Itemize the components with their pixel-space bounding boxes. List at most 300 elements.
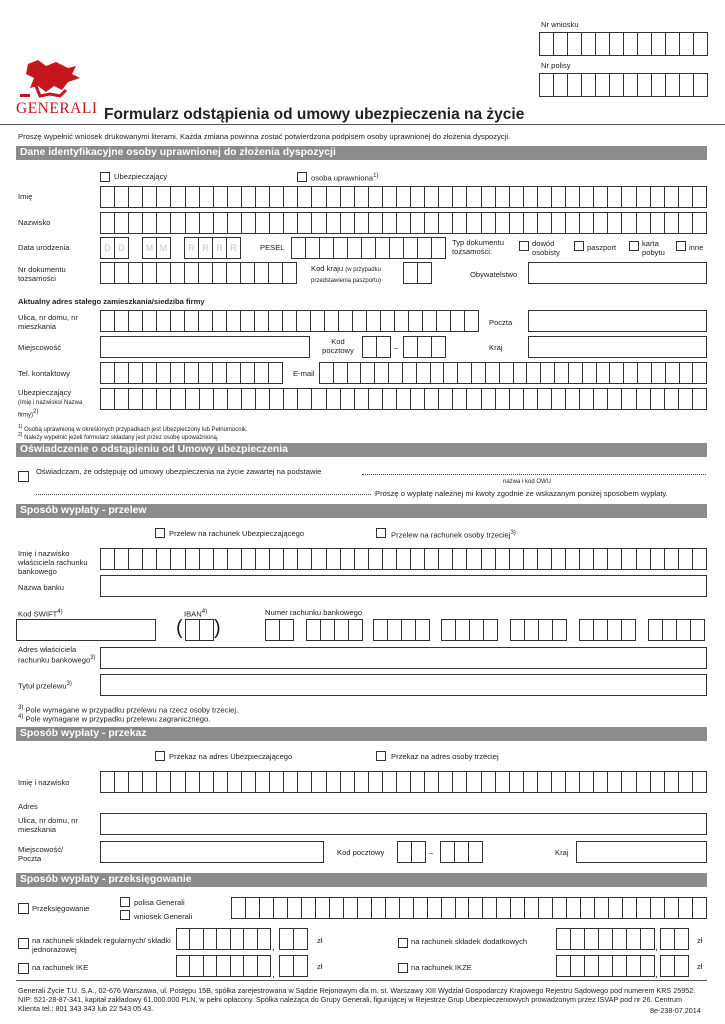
char-cell[interactable]: [244, 929, 257, 949]
char-cell[interactable]: [467, 213, 481, 233]
char-cell[interactable]: [451, 311, 465, 331]
char-cell[interactable]: [298, 772, 312, 792]
char-cell[interactable]: [469, 898, 483, 918]
przekaz-trzeciej-checkbox[interactable]: [376, 751, 386, 761]
char-cell[interactable]: [320, 238, 334, 258]
char-cell[interactable]: [622, 772, 636, 792]
char-cell[interactable]: [411, 389, 425, 409]
char-cell[interactable]: [665, 213, 679, 233]
char-cell[interactable]: [101, 187, 115, 207]
char-cell[interactable]: [679, 772, 693, 792]
char-cell[interactable]: [348, 238, 362, 258]
char-cell[interactable]: [622, 620, 636, 640]
char-cell[interactable]: [312, 549, 326, 569]
char-cell[interactable]: [622, 187, 636, 207]
char-cell[interactable]: [411, 772, 425, 792]
przeksiegowanie-checkbox[interactable]: [18, 903, 29, 914]
char-cell[interactable]: [582, 74, 596, 96]
char-cell[interactable]: [369, 389, 383, 409]
char-cell[interactable]: [525, 620, 539, 640]
char-cell[interactable]: [383, 549, 397, 569]
char-cell[interactable]: [467, 772, 481, 792]
nrb-g2[interactable]: [306, 619, 363, 641]
char-cell[interactable]: [581, 898, 595, 918]
char-cell[interactable]: [594, 389, 608, 409]
char-cell[interactable]: [610, 74, 624, 96]
char-cell[interactable]: [369, 549, 383, 569]
przekaz-kod-a[interactable]: [397, 841, 426, 863]
char-cell[interactable]: [439, 549, 453, 569]
nr-wniosku-field[interactable]: [539, 32, 708, 56]
char-cell[interactable]: [283, 311, 297, 331]
char-cell[interactable]: [599, 956, 613, 976]
char-cell[interactable]: [404, 263, 418, 283]
char-cell[interactable]: [344, 898, 358, 918]
oswiadczenie-checkbox[interactable]: [18, 471, 29, 482]
char-cell[interactable]: [594, 187, 608, 207]
char-cell[interactable]: [143, 389, 157, 409]
char-cell[interactable]: [514, 363, 528, 383]
char-cell[interactable]: [199, 363, 213, 383]
date-year[interactable]: R R R R: [184, 237, 241, 259]
char-cell[interactable]: [569, 363, 583, 383]
char-cell[interactable]: [482, 549, 496, 569]
date-month[interactable]: M M: [142, 237, 171, 259]
char-cell[interactable]: [214, 549, 228, 569]
przelew-trzeciej-checkbox[interactable]: [376, 528, 386, 538]
przelew-ubezp-checkbox[interactable]: [155, 528, 165, 538]
char-cell[interactable]: [284, 187, 298, 207]
char-cell[interactable]: [665, 898, 679, 918]
char-cell[interactable]: [270, 772, 284, 792]
char-cell[interactable]: [482, 213, 496, 233]
char-cell[interactable]: [496, 213, 510, 233]
char-cell[interactable]: [200, 213, 214, 233]
dodatkowych-gr[interactable]: [660, 928, 689, 950]
char-cell[interactable]: [693, 213, 707, 233]
char-cell[interactable]: [418, 263, 432, 283]
dodatkowych-checkbox[interactable]: [398, 938, 408, 948]
char-cell[interactable]: [327, 549, 341, 569]
char-cell[interactable]: [482, 389, 496, 409]
char-cell[interactable]: [608, 549, 622, 569]
char-cell[interactable]: [362, 238, 376, 258]
char-cell[interactable]: [425, 389, 439, 409]
char-cell[interactable]: [500, 363, 514, 383]
pesel-field[interactable]: [291, 237, 446, 259]
nazwisko-field[interactable]: [100, 212, 707, 234]
char-cell[interactable]: [540, 33, 554, 55]
char-cell[interactable]: [622, 213, 636, 233]
char-cell[interactable]: [557, 929, 571, 949]
char-cell[interactable]: [143, 363, 157, 383]
char-cell[interactable]: [663, 620, 677, 640]
nrb-g5[interactable]: [510, 619, 567, 641]
char-cell[interactable]: [580, 549, 594, 569]
char-cell[interactable]: [217, 929, 230, 949]
char-cell[interactable]: [101, 311, 115, 331]
char-cell[interactable]: [341, 549, 355, 569]
char-cell[interactable]: [284, 213, 298, 233]
nrb-g3[interactable]: [373, 619, 430, 641]
ikze-gr[interactable]: [660, 955, 689, 977]
char-cell[interactable]: [349, 620, 363, 640]
char-cell[interactable]: [258, 929, 271, 949]
char-cell[interactable]: [129, 311, 143, 331]
char-cell[interactable]: [613, 929, 627, 949]
char-cell[interactable]: [666, 363, 680, 383]
char-cell[interactable]: [580, 213, 594, 233]
char-cell[interactable]: [157, 311, 171, 331]
char-cell[interactable]: [241, 311, 255, 331]
char-cell[interactable]: [258, 956, 271, 976]
char-cell[interactable]: [580, 772, 594, 792]
char-cell[interactable]: [456, 898, 470, 918]
char-cell[interactable]: [555, 363, 569, 383]
char-cell[interactable]: [679, 389, 693, 409]
przekaz-kod-b[interactable]: [440, 841, 483, 863]
char-cell[interactable]: [553, 620, 567, 640]
char-cell[interactable]: [538, 389, 552, 409]
ikze-checkbox[interactable]: [398, 963, 408, 973]
char-cell[interactable]: [177, 929, 190, 949]
dodatkowych-amount[interactable]: [556, 928, 655, 950]
kraj-field[interactable]: [528, 336, 707, 358]
char-cell[interactable]: [397, 389, 411, 409]
przekaz-imie-field[interactable]: [100, 771, 707, 793]
char-cell[interactable]: [186, 549, 200, 569]
char-cell[interactable]: [465, 311, 479, 331]
char-cell[interactable]: [571, 929, 585, 949]
char-cell[interactable]: [638, 363, 652, 383]
char-cell[interactable]: [627, 956, 641, 976]
char-cell[interactable]: [442, 898, 456, 918]
char-cell[interactable]: [199, 311, 213, 331]
char-cell[interactable]: [244, 956, 257, 976]
char-cell[interactable]: [190, 929, 203, 949]
char-cell[interactable]: [341, 389, 355, 409]
char-cell[interactable]: [651, 389, 665, 409]
char-cell[interactable]: [456, 620, 470, 640]
char-cell[interactable]: [294, 956, 308, 976]
char-cell[interactable]: [637, 187, 651, 207]
char-cell[interactable]: [691, 620, 705, 640]
char-cell[interactable]: [482, 187, 496, 207]
char-cell[interactable]: [375, 363, 389, 383]
char-cell[interactable]: [101, 389, 115, 409]
poczta-field[interactable]: [528, 310, 707, 332]
char-cell[interactable]: [241, 263, 255, 283]
char-cell[interactable]: [453, 772, 467, 792]
char-cell[interactable]: [199, 263, 213, 283]
char-cell[interactable]: [200, 549, 214, 569]
char-cell[interactable]: [269, 311, 283, 331]
char-cell[interactable]: [679, 187, 693, 207]
char-cell[interactable]: [539, 620, 553, 640]
char-cell[interactable]: [425, 772, 439, 792]
char-cell[interactable]: [334, 363, 348, 383]
char-cell[interactable]: [367, 311, 381, 331]
char-cell[interactable]: [566, 549, 580, 569]
char-cell[interactable]: [637, 213, 651, 233]
char-cell[interactable]: [439, 389, 453, 409]
char-cell[interactable]: [217, 956, 230, 976]
char-cell[interactable]: [665, 389, 679, 409]
char-cell[interactable]: [469, 842, 483, 862]
char-cell[interactable]: [641, 929, 655, 949]
ulica-field[interactable]: [100, 310, 479, 332]
polisa-checkbox[interactable]: [120, 897, 130, 907]
char-cell[interactable]: [585, 956, 599, 976]
char-cell[interactable]: [580, 620, 594, 640]
char-cell[interactable]: [143, 213, 157, 233]
char-cell[interactable]: [171, 549, 185, 569]
char-cell[interactable]: [242, 187, 256, 207]
char-cell[interactable]: [431, 363, 445, 383]
char-cell[interactable]: [622, 389, 636, 409]
char-cell[interactable]: [297, 311, 311, 331]
char-cell[interactable]: [679, 549, 693, 569]
char-cell[interactable]: [652, 363, 666, 383]
char-cell[interactable]: [568, 74, 582, 96]
kod-pocztowy-a[interactable]: [362, 336, 391, 358]
char-cell[interactable]: [200, 389, 214, 409]
char-cell[interactable]: [213, 363, 227, 383]
char-cell[interactable]: [651, 898, 665, 918]
char-cell[interactable]: [467, 389, 481, 409]
char-cell[interactable]: [524, 549, 538, 569]
char-cell[interactable]: [101, 213, 115, 233]
char-cell[interactable]: [320, 363, 334, 383]
char-cell[interactable]: [101, 549, 115, 569]
nrb-g6[interactable]: [579, 619, 636, 641]
ubezpieczajacy-checkbox[interactable]: [100, 172, 110, 182]
char-cell[interactable]: [327, 213, 341, 233]
char-cell[interactable]: [623, 898, 637, 918]
char-cell[interactable]: [453, 549, 467, 569]
nrb-g7[interactable]: [648, 619, 705, 641]
char-cell[interactable]: [115, 213, 129, 233]
char-cell[interactable]: [417, 363, 431, 383]
char-cell[interactable]: [171, 263, 185, 283]
char-cell[interactable]: [398, 842, 412, 862]
char-cell[interactable]: [467, 549, 481, 569]
char-cell[interactable]: [171, 311, 185, 331]
tel-field[interactable]: [100, 362, 283, 384]
char-cell[interactable]: [693, 898, 707, 918]
char-cell[interactable]: [524, 772, 538, 792]
char-cell[interactable]: [585, 929, 599, 949]
char-cell[interactable]: [115, 363, 129, 383]
char-cell[interactable]: [510, 389, 524, 409]
char-cell[interactable]: [200, 772, 214, 792]
ubezp-field[interactable]: [100, 388, 707, 410]
char-cell[interactable]: [622, 549, 636, 569]
char-cell[interactable]: [143, 772, 157, 792]
char-cell[interactable]: [403, 363, 417, 383]
char-cell[interactable]: [270, 389, 284, 409]
char-cell[interactable]: [411, 187, 425, 207]
char-cell[interactable]: [143, 187, 157, 207]
char-cell[interactable]: [524, 187, 538, 207]
char-cell[interactable]: [693, 187, 707, 207]
char-cell[interactable]: [186, 620, 200, 640]
char-cell[interactable]: [381, 311, 395, 331]
osoba-uprawniona-checkbox[interactable]: [297, 172, 307, 182]
char-cell[interactable]: [157, 549, 171, 569]
char-cell[interactable]: [389, 363, 403, 383]
char-cell[interactable]: [594, 549, 608, 569]
char-cell[interactable]: [383, 187, 397, 207]
char-cell[interactable]: [231, 956, 244, 976]
char-cell[interactable]: [200, 187, 214, 207]
char-cell[interactable]: [204, 929, 217, 949]
char-cell[interactable]: [677, 620, 691, 640]
date-day[interactable]: D D: [100, 237, 129, 259]
char-cell[interactable]: [599, 929, 613, 949]
swift-field[interactable]: [16, 619, 156, 641]
kod-kraju-field[interactable]: [403, 262, 432, 284]
char-cell[interactable]: [496, 389, 510, 409]
char-cell[interactable]: [541, 363, 555, 383]
char-cell[interactable]: [596, 74, 610, 96]
char-cell[interactable]: [568, 33, 582, 55]
char-cell[interactable]: [115, 772, 129, 792]
char-cell[interactable]: [425, 187, 439, 207]
char-cell[interactable]: [423, 311, 437, 331]
char-cell[interactable]: [482, 772, 496, 792]
char-cell[interactable]: [185, 263, 199, 283]
char-cell[interactable]: [411, 213, 425, 233]
char-cell[interactable]: [390, 238, 404, 258]
char-cell[interactable]: [511, 898, 525, 918]
char-cell[interactable]: [270, 187, 284, 207]
char-cell[interactable]: [624, 363, 638, 383]
char-cell[interactable]: [411, 549, 425, 569]
char-cell[interactable]: [637, 772, 651, 792]
ikze-amount[interactable]: [556, 955, 655, 977]
char-cell[interactable]: [538, 549, 552, 569]
char-cell[interactable]: [143, 311, 157, 331]
char-cell[interactable]: [609, 898, 623, 918]
char-cell[interactable]: [552, 549, 566, 569]
char-cell[interactable]: [115, 389, 129, 409]
char-cell[interactable]: [101, 363, 115, 383]
char-cell[interactable]: [538, 213, 552, 233]
char-cell[interactable]: [312, 187, 326, 207]
char-cell[interactable]: [571, 956, 585, 976]
char-cell[interactable]: [330, 898, 344, 918]
char-cell[interactable]: [383, 213, 397, 233]
char-cell[interactable]: [597, 363, 611, 383]
char-cell[interactable]: [101, 772, 115, 792]
char-cell[interactable]: [227, 311, 241, 331]
char-cell[interactable]: [129, 187, 143, 207]
char-cell[interactable]: [255, 263, 269, 283]
char-cell[interactable]: [566, 772, 580, 792]
char-cell[interactable]: [596, 33, 610, 55]
char-cell[interactable]: [414, 898, 428, 918]
char-cell[interactable]: [624, 74, 638, 96]
dowod-checkbox[interactable]: [519, 241, 529, 251]
char-cell[interactable]: [177, 956, 190, 976]
char-cell[interactable]: [227, 363, 241, 383]
char-cell[interactable]: [255, 311, 269, 331]
char-cell[interactable]: [580, 187, 594, 207]
char-cell[interactable]: [171, 363, 185, 383]
char-cell[interactable]: [298, 213, 312, 233]
przekaz-miejscowosc-field[interactable]: [100, 841, 324, 863]
char-cell[interactable]: [157, 772, 171, 792]
char-cell[interactable]: [256, 772, 270, 792]
char-cell[interactable]: [256, 187, 270, 207]
tytul-field[interactable]: [100, 674, 707, 696]
char-cell[interactable]: [157, 187, 171, 207]
char-cell[interactable]: [694, 74, 708, 96]
char-cell[interactable]: [186, 213, 200, 233]
char-cell[interactable]: [214, 772, 228, 792]
char-cell[interactable]: [284, 389, 298, 409]
nrb-g4[interactable]: [441, 619, 498, 641]
char-cell[interactable]: [355, 187, 369, 207]
char-cell[interactable]: [284, 772, 298, 792]
char-cell[interactable]: [496, 772, 510, 792]
char-cell[interactable]: [679, 213, 693, 233]
char-cell[interactable]: [652, 74, 666, 96]
char-cell[interactable]: [566, 213, 580, 233]
char-cell[interactable]: [554, 74, 568, 96]
char-cell[interactable]: [527, 363, 541, 383]
char-cell[interactable]: [185, 363, 199, 383]
char-cell[interactable]: [439, 772, 453, 792]
owu-line-2[interactable]: [36, 494, 371, 495]
char-cell[interactable]: [665, 549, 679, 569]
char-cell[interactable]: [334, 238, 348, 258]
char-cell[interactable]: [383, 772, 397, 792]
char-cell[interactable]: [552, 213, 566, 233]
ike-checkbox[interactable]: [18, 963, 29, 974]
char-cell[interactable]: [432, 337, 446, 357]
char-cell[interactable]: [204, 956, 217, 976]
char-cell[interactable]: [552, 389, 566, 409]
char-cell[interactable]: [312, 389, 326, 409]
char-cell[interactable]: [552, 187, 566, 207]
char-cell[interactable]: [441, 842, 455, 862]
char-cell[interactable]: [425, 213, 439, 233]
przekaz-ubezp-checkbox[interactable]: [155, 751, 165, 761]
miejscowosc-field[interactable]: [100, 336, 310, 358]
char-cell[interactable]: [325, 311, 339, 331]
char-cell[interactable]: [412, 842, 426, 862]
char-cell[interactable]: [292, 238, 306, 258]
char-cell[interactable]: [552, 772, 566, 792]
char-cell[interactable]: [280, 956, 294, 976]
char-cell[interactable]: [256, 389, 270, 409]
char-cell[interactable]: [284, 549, 298, 569]
char-cell[interactable]: [665, 772, 679, 792]
char-cell[interactable]: [594, 772, 608, 792]
char-cell[interactable]: [554, 33, 568, 55]
char-cell[interactable]: [115, 187, 129, 207]
char-cell[interactable]: [157, 363, 171, 383]
char-cell[interactable]: [227, 263, 241, 283]
adres-wl-field[interactable]: [100, 647, 707, 669]
char-cell[interactable]: [442, 620, 456, 640]
char-cell[interactable]: [355, 772, 369, 792]
char-cell[interactable]: [395, 311, 409, 331]
char-cell[interactable]: [311, 311, 325, 331]
char-cell[interactable]: [483, 898, 497, 918]
